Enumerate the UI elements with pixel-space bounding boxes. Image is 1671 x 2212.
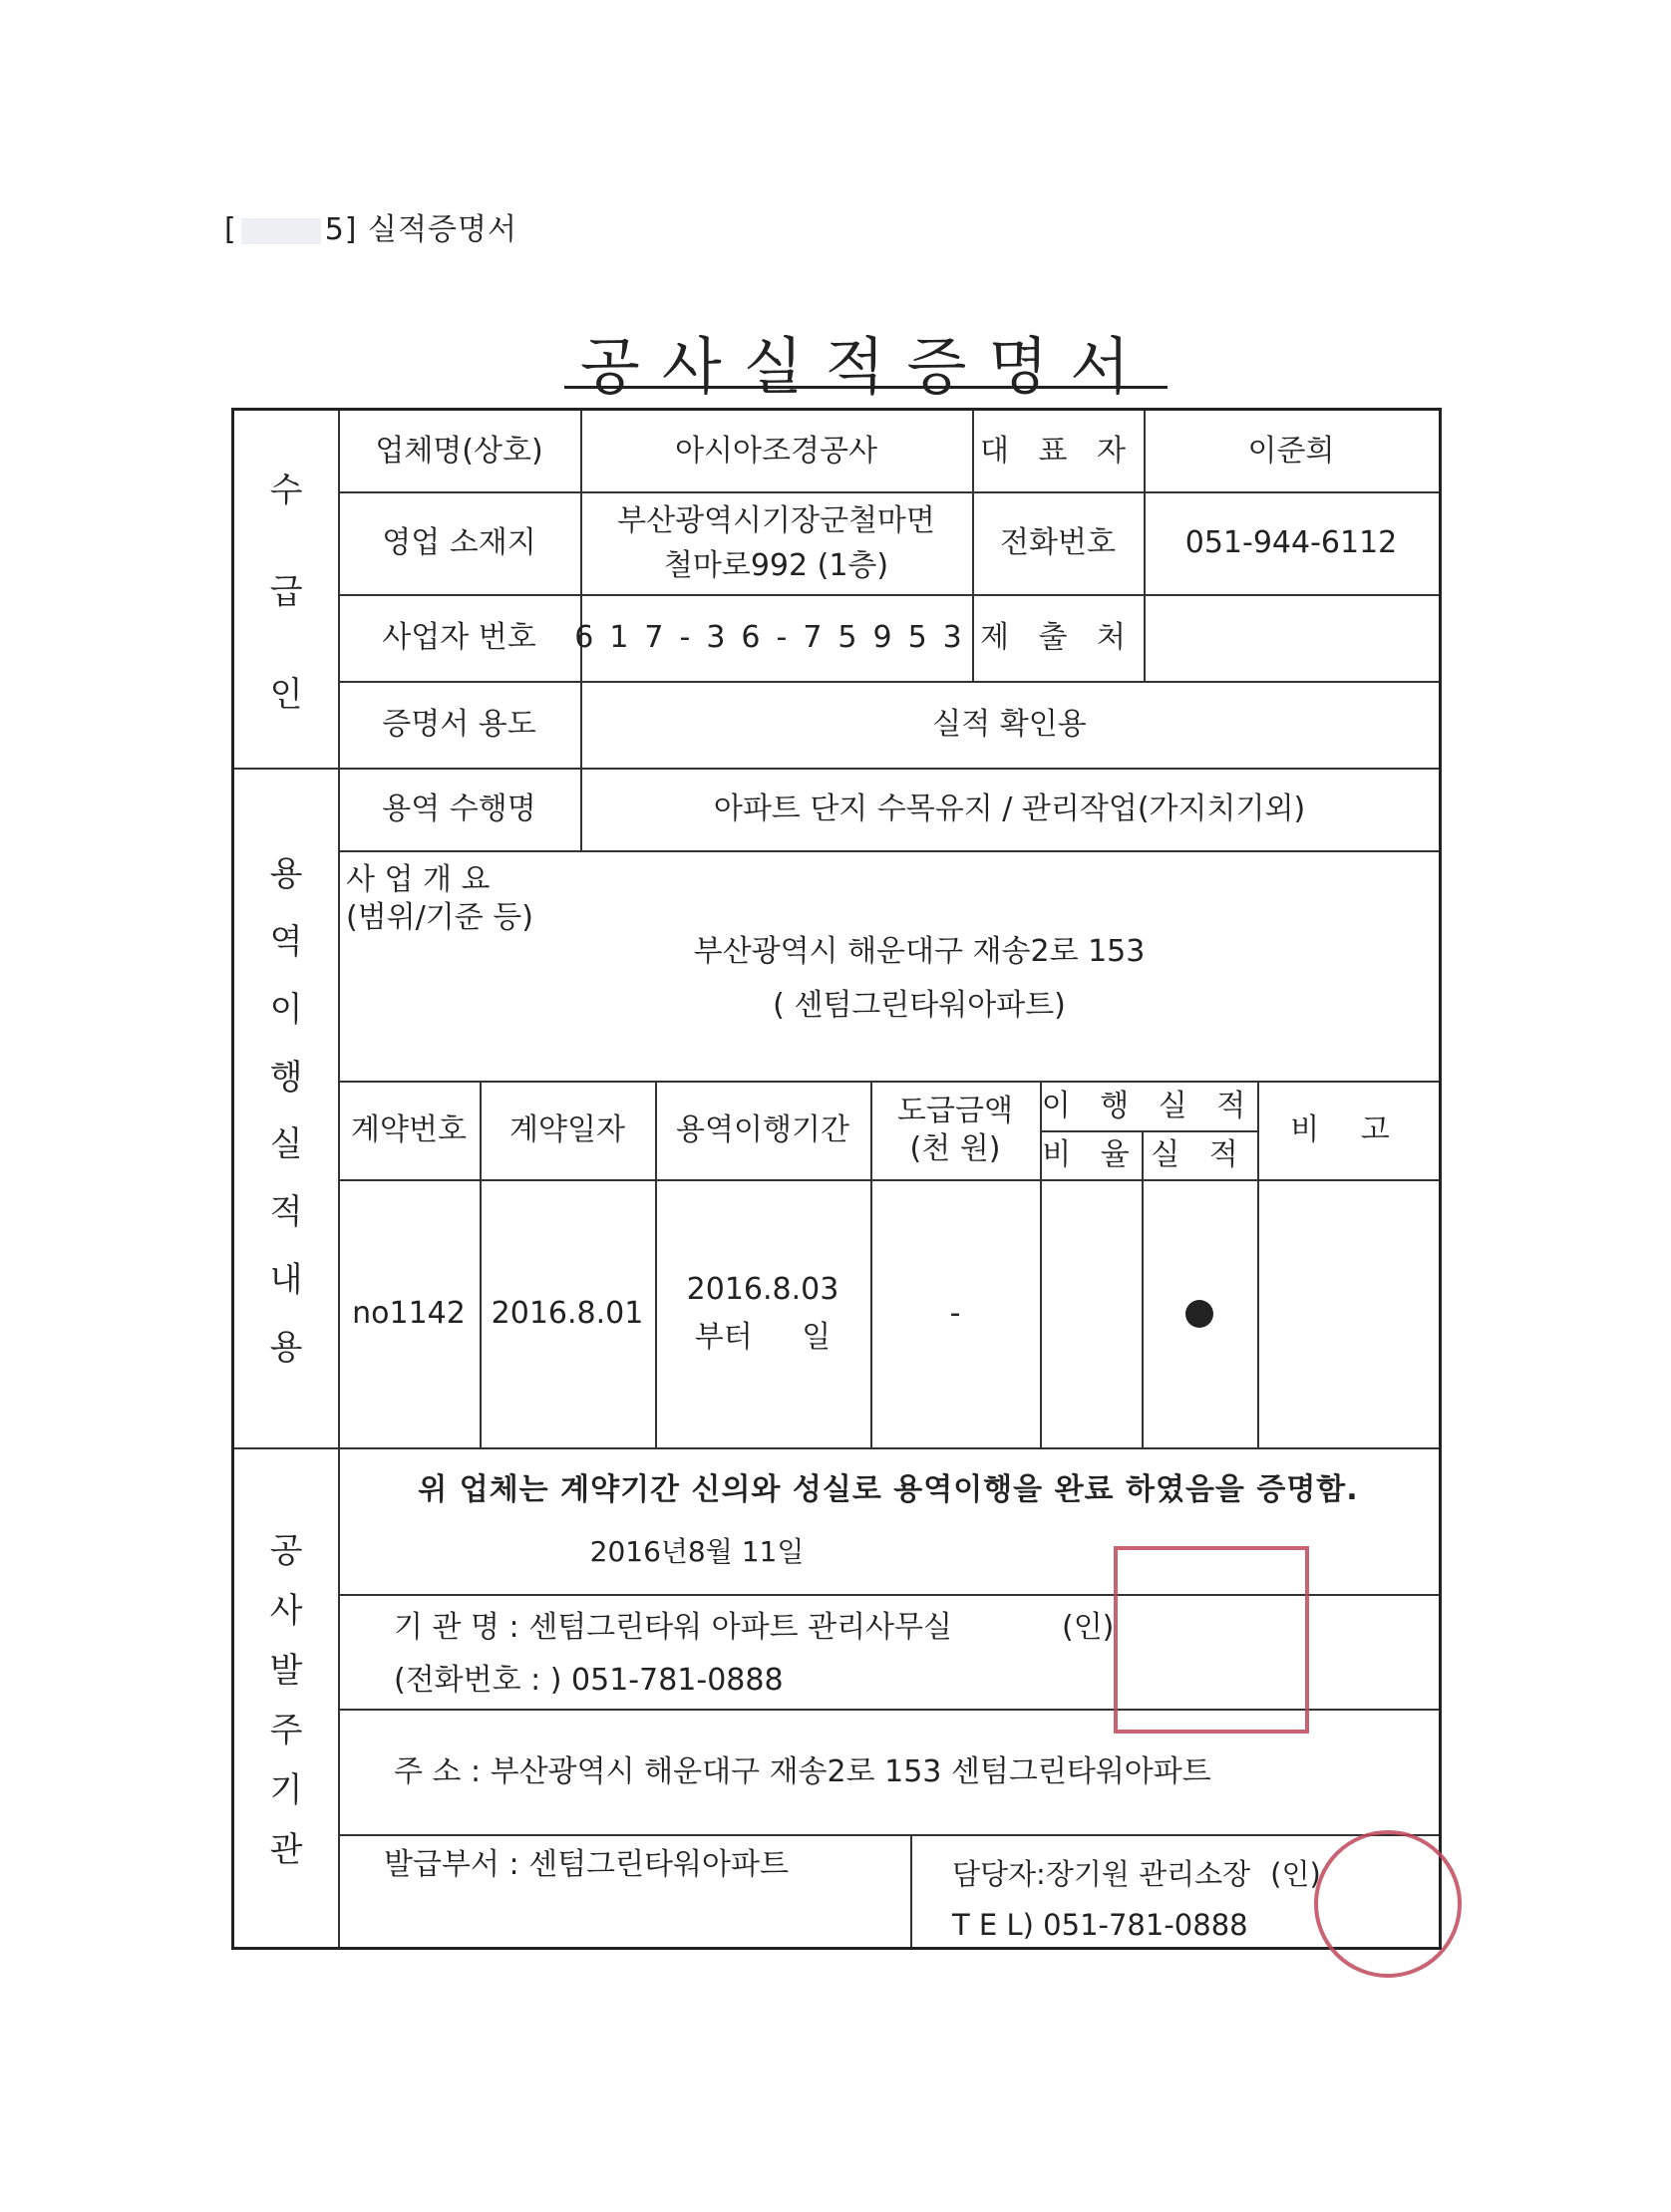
service-name-label: 용역 수행명 <box>382 791 536 826</box>
contact-line <box>952 1849 1321 1900</box>
company-label: 업체명(상호) <box>375 434 543 469</box>
col-header-amount <box>870 1081 1040 1179</box>
section-char: 기 <box>269 1770 303 1811</box>
section-char: 수 <box>269 470 303 510</box>
purpose-value: 실적 확인용 <box>932 707 1087 742</box>
issuer-section-label <box>234 1447 338 1947</box>
org-name: 기 관 명 : 센텀그린타워 아파트 관리사무실 <box>394 1610 952 1645</box>
col-header-performance: 이 행 실 적 <box>1041 1088 1256 1123</box>
official-seal-stamp <box>1114 1546 1309 1734</box>
address-line-2: 철마로992 (1층) <box>663 547 889 583</box>
contact-block <box>952 1849 1321 1951</box>
business-number-value: 617-36-75953 <box>574 620 978 655</box>
col-header-contract-date: 계약일자 <box>509 1112 625 1147</box>
amount-header-line-2: (천 원) <box>909 1130 1001 1166</box>
overview-label-line-2: (범위/기준 등) <box>346 899 533 935</box>
overview-label <box>346 861 533 936</box>
certification-statement: 위 업체는 계약기간 신의와 성실로 용역이행을 완료 하였음을 증명함. <box>418 1472 1359 1507</box>
seal-mark: (인) <box>1061 1610 1115 1645</box>
cell-ratio <box>1040 1179 1142 1447</box>
address-value <box>580 491 972 594</box>
contact-seal-mark: (인) <box>1270 1857 1321 1891</box>
phone-value: 051-944-6112 <box>1184 525 1398 560</box>
section-char: 이 <box>269 989 303 1030</box>
section-char: 적 <box>269 1192 303 1233</box>
section-char: 급 <box>269 572 303 613</box>
form-number-prefix: [ <box>224 212 237 247</box>
col-line <box>910 1834 912 1947</box>
business-number-label: 사업자 번호 <box>382 620 536 655</box>
org-phone: (전화번호 : ) 051-781-0888 <box>394 1662 784 1698</box>
overview-label-line-1: 사 업 개 요 <box>346 862 491 897</box>
document-form-number <box>224 204 517 248</box>
col-header-period: 용역이행기간 <box>676 1112 849 1147</box>
document-title: 공사실적증명서 <box>579 330 1153 403</box>
round-seal-stamp <box>1314 1830 1462 1978</box>
phone-label: 전화번호 <box>1000 525 1116 560</box>
representative-value: 이준희 <box>1247 434 1335 469</box>
performance-section-label <box>234 768 338 1447</box>
section-char: 실 <box>269 1124 303 1165</box>
issuer-address: 주 소 : 부산광역시 해운대구 재송2로 153 센텀그린타워아파트 <box>394 1753 1211 1789</box>
period-end: 부터 일 <box>694 1319 832 1355</box>
section-char: 내 <box>269 1259 303 1300</box>
section-char: 행 <box>269 1057 303 1098</box>
contact-tel: T E L) 051-781-0888 <box>952 1907 1248 1942</box>
overview-line-1: 부산광역시 해운대구 재송2로 153 <box>693 934 1146 969</box>
service-name-value: 아파트 단지 수목유지 / 관리작업(가지치기외) <box>713 791 1306 826</box>
period-start: 2016.8.03 <box>686 1271 839 1307</box>
purpose-label: 증명서 용도 <box>382 707 536 742</box>
org-name-line <box>394 1602 1114 1655</box>
company-value: 아시아조경공사 <box>675 434 877 469</box>
col-header-ratio: 비 율 <box>1042 1137 1140 1172</box>
redacted-mark <box>241 218 321 244</box>
recipient-section-label <box>234 411 338 768</box>
cell-period <box>655 1179 870 1447</box>
certification-date: 2016년8월 11일 <box>589 1535 805 1568</box>
section-char: 사 <box>269 1590 303 1631</box>
representative-label: 대 표 자 <box>979 434 1136 469</box>
section-char: 발 <box>269 1650 303 1691</box>
section-char: 용 <box>269 854 303 895</box>
section-char: 역 <box>269 922 303 963</box>
title-underline <box>564 386 1168 389</box>
issuer-org <box>394 1602 1114 1707</box>
col-header-contract-number: 계약번호 <box>351 1112 467 1147</box>
overview-line-2: ( 센텀그린타워아파트) <box>773 988 1066 1023</box>
section-char: 인 <box>269 675 303 716</box>
cell-amount: - <box>949 1296 961 1331</box>
submit-to-label: 제 출 처 <box>979 620 1136 655</box>
address-label: 영업 소재지 <box>382 525 536 560</box>
submit-to-value <box>1144 594 1439 681</box>
address-line-1: 부산광역시기장군철마면 <box>617 502 935 538</box>
section-char: 주 <box>269 1711 303 1751</box>
contact-person: 담당자:장기원 관리소장 <box>952 1857 1251 1891</box>
cell-note <box>1257 1179 1439 1447</box>
overview-value <box>580 909 1258 1049</box>
section-char: 공 <box>269 1530 303 1571</box>
form-number-suffix: 5] 실적증명서 <box>324 212 517 247</box>
section-char: 용 <box>269 1327 303 1368</box>
row-line <box>338 850 1439 852</box>
issuing-department: 발급부서 : 센텀그린타워아파트 <box>384 1846 789 1882</box>
cell-result <box>1142 1179 1257 1447</box>
filled-circle-mark <box>1185 1300 1213 1328</box>
section-char: 관 <box>269 1830 303 1871</box>
col-header-result: 실 적 <box>1151 1137 1248 1172</box>
cell-contract-number: no1142 <box>352 1296 466 1331</box>
col-header-note: 비 고 <box>1290 1112 1406 1147</box>
amount-header-line-1: 도급금액 <box>897 1094 1013 1128</box>
cell-contract-date: 2016.8.01 <box>491 1296 644 1331</box>
